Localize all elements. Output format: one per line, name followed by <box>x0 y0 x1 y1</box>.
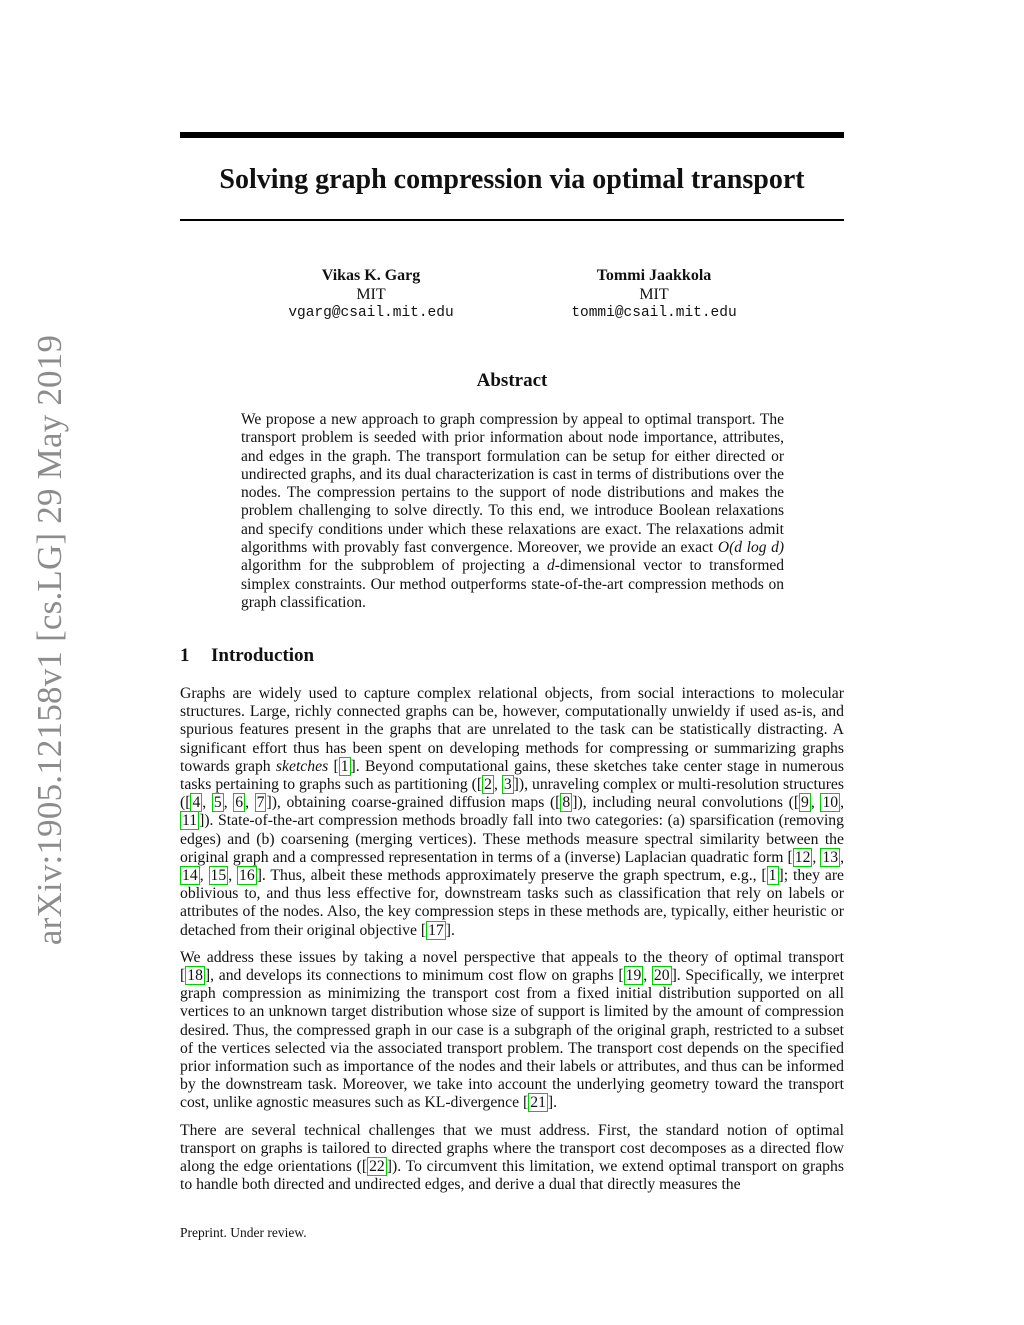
emphasis-text: sketches <box>275 757 329 775</box>
citation-link[interactable]: 19 <box>625 967 642 985</box>
author-affiliation: MIT <box>639 286 669 303</box>
title-top-rule <box>180 132 844 138</box>
paragraph-text: , <box>840 848 845 866</box>
author-block-2 <box>534 266 774 323</box>
citation-link[interactable]: 20 <box>653 967 670 985</box>
citation-link[interactable]: 17 <box>428 921 444 939</box>
author-block-1 <box>251 266 491 323</box>
paragraph-text: , <box>223 794 234 812</box>
citation-link[interactable]: 22 <box>369 1158 385 1176</box>
paragraph-text: , <box>199 867 209 885</box>
paragraph-text: , <box>812 848 821 866</box>
author-email[interactable]: vgarg@csail.mit.edu <box>288 305 454 321</box>
citation-link[interactable]: 18 <box>187 967 203 985</box>
citation-link[interactable]: 6 <box>235 794 244 812</box>
paragraph-text: We address these issues by taking a novel perspective that appeals to the theory of optimal transport [ <box>180 948 844 985</box>
citation-link[interactable]: 14 <box>182 867 198 885</box>
paragraph-text: , <box>228 867 237 885</box>
author-name: Tommi Jaakkola <box>596 267 712 284</box>
paragraph-text: ]. Thus, albeit these methods approximately preserve the graph spectrum, e.g., [ <box>256 867 767 885</box>
citation-link[interactable]: 12 <box>794 848 811 866</box>
paragraph-text: , <box>810 794 821 812</box>
section-title: Introduction <box>211 645 315 666</box>
paragraph-text: ]. <box>547 1094 558 1112</box>
paragraph-text: ]; they are oblivious to, and thus less effective for, downstream tasks such as classification that rely on labels or attributes of the nodes. Also, the key compression steps in these methods are, typically, either heuristic or detached from their original objective [ <box>180 867 845 939</box>
citation-link[interactable]: 15 <box>210 867 227 885</box>
citation-link[interactable]: 9 <box>801 794 809 812</box>
paragraph-text: ]), including neural convolutions ([ <box>572 794 800 812</box>
paragraph-text: ]), unraveling complex or multi-resolution structures ([ <box>180 776 844 812</box>
paragraph-text: , <box>493 776 502 794</box>
paragraph-text: Graphs are widely used to capture complex relational objects, from social interactions to molecular structures. Large, richly connected graphs can be, however, computationally unwieldy if used as-is, and spurious features present in the graphs that are unrelated to the task can be statistically distracting. A significant effort thus has been spent on developing methods for compressing or summarizing graphs towards graph <box>180 685 844 775</box>
body-paragraph <box>180 685 844 940</box>
paragraph-text: ]. Specifically, we interpret graph compression as minimizing the transport cost from a fixed initial distribution supported on all vertices to an unknown target distribution whose size of support is limited by the amount of compression desired. Thus, the compressed graph in our case is a subgraph of the original graph, restricted to a subset of the vertices selected via the associated transport problem. The transport cost depends on the specified prior information such as importance of the nodes and their labels or attributes, and thus can be informed by the downstream task. Moreover, we take into account the underlying geometry toward the transport cost, unlike agnostic measures such as KL-divergence [ <box>180 967 844 1112</box>
paragraph-text: [ <box>328 757 339 775</box>
citation-link[interactable]: 16 <box>239 867 255 885</box>
paragraph-text: ]. <box>445 921 455 939</box>
paragraph-text: , <box>245 794 255 812</box>
paragraph-text: ]), obtaining coarse-grained diffusion maps ([ <box>266 794 561 812</box>
body-paragraph <box>180 1122 844 1195</box>
citation-link[interactable]: 2 <box>484 776 492 794</box>
body-paragraph <box>180 949 844 1113</box>
abstract-heading: Abstract <box>476 370 548 391</box>
citation-link[interactable]: 21 <box>530 1094 546 1112</box>
footer-note: Preprint. Under review. <box>180 1225 307 1240</box>
citation-link[interactable]: 1 <box>768 867 777 885</box>
citation-link[interactable]: 5 <box>213 794 222 812</box>
paragraph-text: , <box>643 967 652 985</box>
complexity-math: O(d log d) <box>717 539 785 557</box>
title-bottom-rule <box>180 219 844 221</box>
citation-link[interactable]: 8 <box>562 794 571 812</box>
paragraph-text: ]. Beyond computational gains, these sketches take center stage in numerous tasks pertaining to graphs such as partitioning ([ <box>180 757 845 794</box>
citation-link[interactable]: 3 <box>503 776 512 794</box>
dimension-variable: d <box>546 557 555 575</box>
citation-link[interactable]: 4 <box>192 794 201 812</box>
abstract-text: We propose a new approach to graph compression by appeal to optimal transport. The transport problem is seeded with prior information about node importance, attributes, and edges in the graph. The transport formulation can be setup for either directed or undirected graphs, and its dual characterization is cast in terms of distributions over the nodes. The compression pertains to the support of node distributions and makes the problem challenging to solve directly. To this end, we introduce Boolean relaxations and specify conditions under which these relaxations are exact. The relaxations admit algorithms with provably fast convergence. Moreover, we provide an exact O(d log d) algorithm for the subproblem of projecting a d-dimensional vector to transformed simplex constraints. Our method outperforms state-of-the-art compression methods on graph classification. <box>241 411 785 611</box>
section-number: 1 <box>180 645 190 666</box>
paragraph-text: ]). To circumvent this limitation, we extend optimal transport on graphs to handle both directed and undirected edges, and derive a dual that directly measures the <box>180 1158 844 1194</box>
author-name: Vikas K. Garg <box>321 267 421 284</box>
paragraph-text: ]). State-of-the-art compression methods broadly fall into two categories: (a) sparsification (removing edges) and (b) coarsening (merging vertices). These methods measure spectral similarity between the original graph and a compressed representation in terms of a (inverse) Laplacian quadratic form [ <box>180 812 844 866</box>
author-affiliation: MIT <box>356 286 386 303</box>
author-email[interactable]: tommi@csail.mit.edu <box>571 305 737 321</box>
introduction-body <box>180 685 844 1203</box>
arxiv-identifier: arXiv:1905.12158v1 [cs.LG] 29 May 2019 <box>30 334 69 946</box>
citation-link[interactable]: 10 <box>822 794 839 812</box>
section-heading-introduction <box>180 645 314 667</box>
paragraph-text: , <box>202 794 212 812</box>
citation-link[interactable]: 1 <box>340 757 349 775</box>
paragraph-text: , <box>840 794 845 812</box>
citation-link[interactable]: 13 <box>822 848 839 866</box>
citation-link[interactable]: 7 <box>256 794 265 812</box>
citation-link[interactable]: 11 <box>182 812 198 830</box>
paragraph-text: ], and develops its connections to minimum cost flow on graphs [ <box>204 967 624 985</box>
paragraph-text: There are several technical challenges that we must address. First, the standard notion of optimal transport on graphs is tailored to directed graphs where the transport cost decomposes as a directed flow along the edge orientations ([ <box>180 1121 844 1176</box>
paper-title: Solving graph compression via optimal transport <box>219 164 805 195</box>
